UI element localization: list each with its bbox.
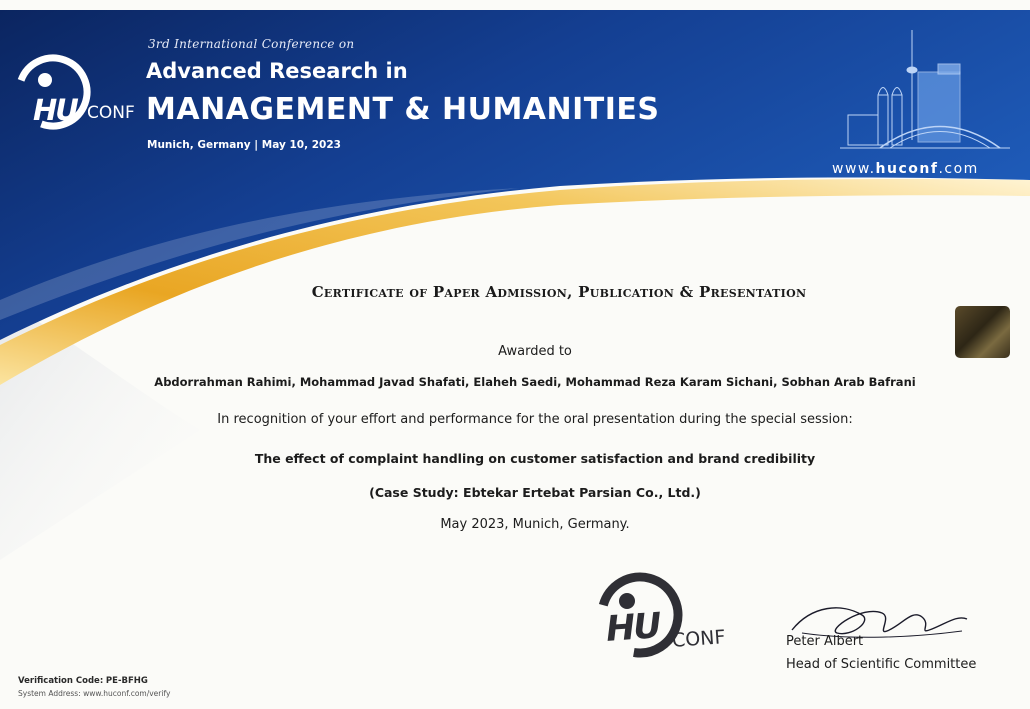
paper-title: The effect of complaint handling on customer satisfaction and brand credibility (254, 451, 816, 466)
website-prefix: www. (832, 161, 876, 177)
awarded-to-label: Awarded to (498, 344, 572, 359)
verification-value: PE-BFHG (105, 676, 148, 686)
conference-title-line1: Advanced Research in (146, 59, 408, 83)
author-names: Abdorrahman Rahimi, Mohammad Javad Shafati, Elaheh Saedi, Mohammad Reza Karam Sichani, Sobhan Arab Bafrani (154, 375, 916, 389)
certificate-title (0, 283, 1030, 301)
logo-hu-text: HU (33, 93, 77, 127)
system-address-label: System Address: (18, 689, 81, 698)
logo-conf-text: CONF (87, 103, 135, 123)
certificate-title-text: Certificate of Paper Admission, Publication & Presentation (311, 283, 807, 301)
signer-name: Peter Albert (786, 634, 864, 649)
case-study: (Case Study: Ebtekar Ertebat Parsian Co., Ltd.) (369, 485, 701, 500)
website-link[interactable] (832, 161, 979, 177)
huconf-logo-bottom (590, 568, 750, 673)
website-suffix: .com (938, 161, 979, 177)
huconf-logo (10, 55, 140, 135)
verification-code (18, 676, 148, 686)
logo-bottom-hu-text: HU (604, 606, 662, 650)
website-domain: huconf (875, 161, 939, 177)
signer-role: Head of Scientific Committee (786, 657, 977, 672)
recognition-text: In recognition of your effort and performance for the oral presentation during the special session: (217, 412, 853, 427)
system-address-link[interactable]: www.huconf.com/verify (83, 689, 171, 698)
conference-series: 3rd International Conference on (148, 37, 355, 51)
logo-bottom-conf-text: CONF (671, 626, 727, 652)
verification-label: Verification Code: (18, 676, 104, 686)
conference-title-line2: MANAGEMENT & HUMANITIES (146, 92, 660, 127)
conference-location-date: Munich, Germany | May 10, 2023 (147, 139, 341, 151)
system-address (18, 689, 170, 698)
date-place: May 2023, Munich, Germany. (440, 517, 630, 532)
